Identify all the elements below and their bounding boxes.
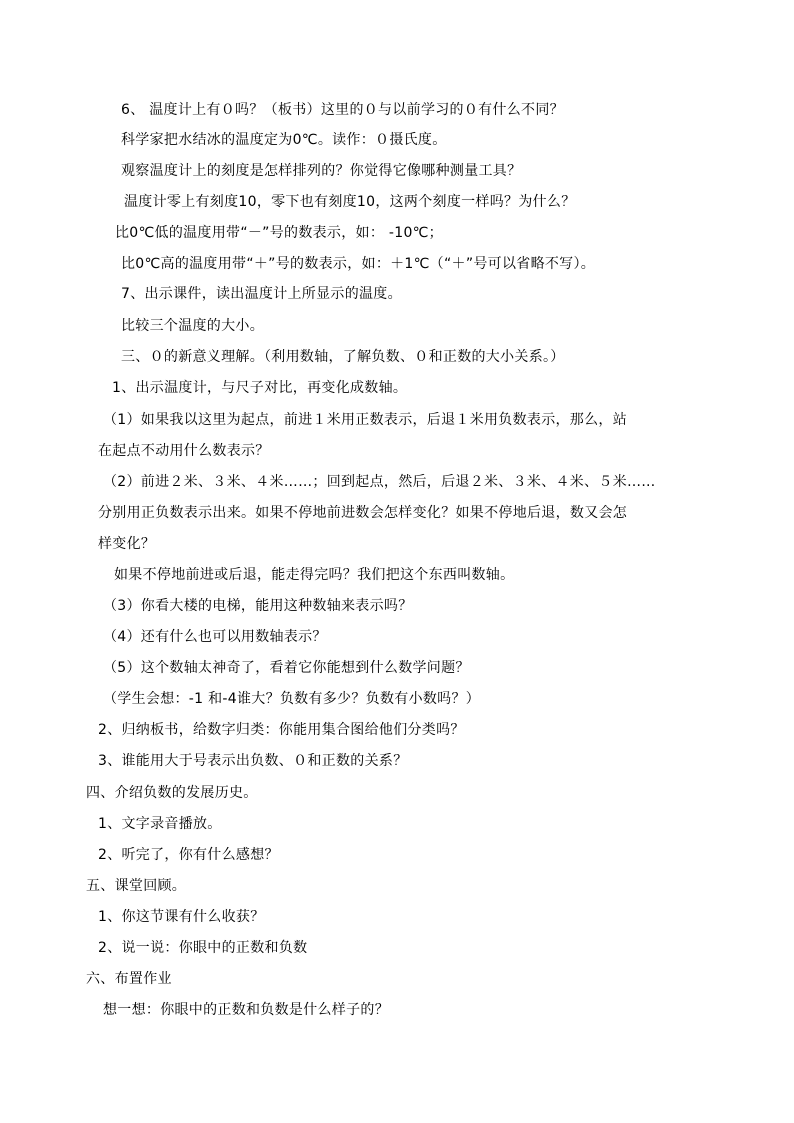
text-line: （2）前进２米、３米、４米……；回到起点，然后，后退２米、３米、４米、５米…… xyxy=(103,474,656,490)
text-line: （1）如果我以这里为起点，前进１米用正数表示，后退１米用负数表示，那么，站 xyxy=(103,412,628,428)
text-line: 2、说一说：你眼中的正数和负数 xyxy=(98,940,308,956)
text-line: 6、 温度计上有０吗？（板书）这里的０与以前学习的０有什么不同？ xyxy=(121,102,564,118)
text-line: 1、文字录音播放。 xyxy=(98,816,222,832)
text-line: 想一想：你眼中的正数和负数是什么样子的？ xyxy=(103,1002,389,1018)
text-line: 1、你这节课有什么收获？ xyxy=(98,909,265,925)
text-line: 比较三个温度的大小。 xyxy=(121,318,264,334)
text-line: 7、出示课件，读出温度计上所显示的温度。 xyxy=(121,286,402,302)
text-line: （学生会想：-1 和-4谁大？负数有多少？负数有小数吗？） xyxy=(103,691,481,707)
section-heading: 四、介绍负数的发展历史。 xyxy=(86,785,258,801)
text-line: 样变化？ xyxy=(98,536,156,552)
text-line: 在起点不动用什么数表示？ xyxy=(98,443,270,459)
text-line: 比0℃低的温度用带“－”号的数表示，如： -10℃； xyxy=(115,225,443,241)
text-line: 2、听完了，你有什么感想？ xyxy=(98,847,279,863)
text-line: 比0℃高的温度用带“＋”号的数表示，如：＋1℃（“＋”号可以省略不写）。 xyxy=(121,256,596,272)
text-line: （5）这个数轴太神奇了，看着它你能想到什么数学问题？ xyxy=(103,660,470,676)
text-line: 如果不停地前进或后退，能走得完吗？我们把这个东西叫数轴。 xyxy=(114,567,515,583)
text-line: 观察温度计上的刻度是怎样排列的？你觉得它像哪种测量工具？ xyxy=(121,163,522,179)
text-line: 3、谁能用大于号表示出负数、０和正数的关系？ xyxy=(98,753,408,769)
text-line: 分别用正负数表示出来。如果不停地前进数会怎样变化？如果不停地后退，数又会怎 xyxy=(98,505,628,521)
text-line: 1、出示温度计，与尺子对比，再变化成数轴。 xyxy=(112,380,408,396)
text-line: 2、归纳板书，给数字归类：你能用集合图给他们分类吗？ xyxy=(98,722,465,738)
text-line: 温度计零上有刻度10，零下也有刻度10，这两个刻度一样吗？为什么？ xyxy=(124,194,576,210)
text-line: （3）你看大楼的电梯，能用这种数轴来表示吗？ xyxy=(103,598,413,614)
section-heading: 六、布置作业 xyxy=(86,971,172,987)
text-line: 三、０的新意义理解。（利用数轴，了解负数、０和正数的大小关系。） xyxy=(121,349,565,365)
text-line: （4）还有什么也可以用数轴表示？ xyxy=(103,629,327,645)
text-line: 科学家把水结冰的温度定为0℃。读作：０摄氏度。 xyxy=(121,132,447,148)
section-heading: 五、课堂回顾。 xyxy=(86,878,187,894)
